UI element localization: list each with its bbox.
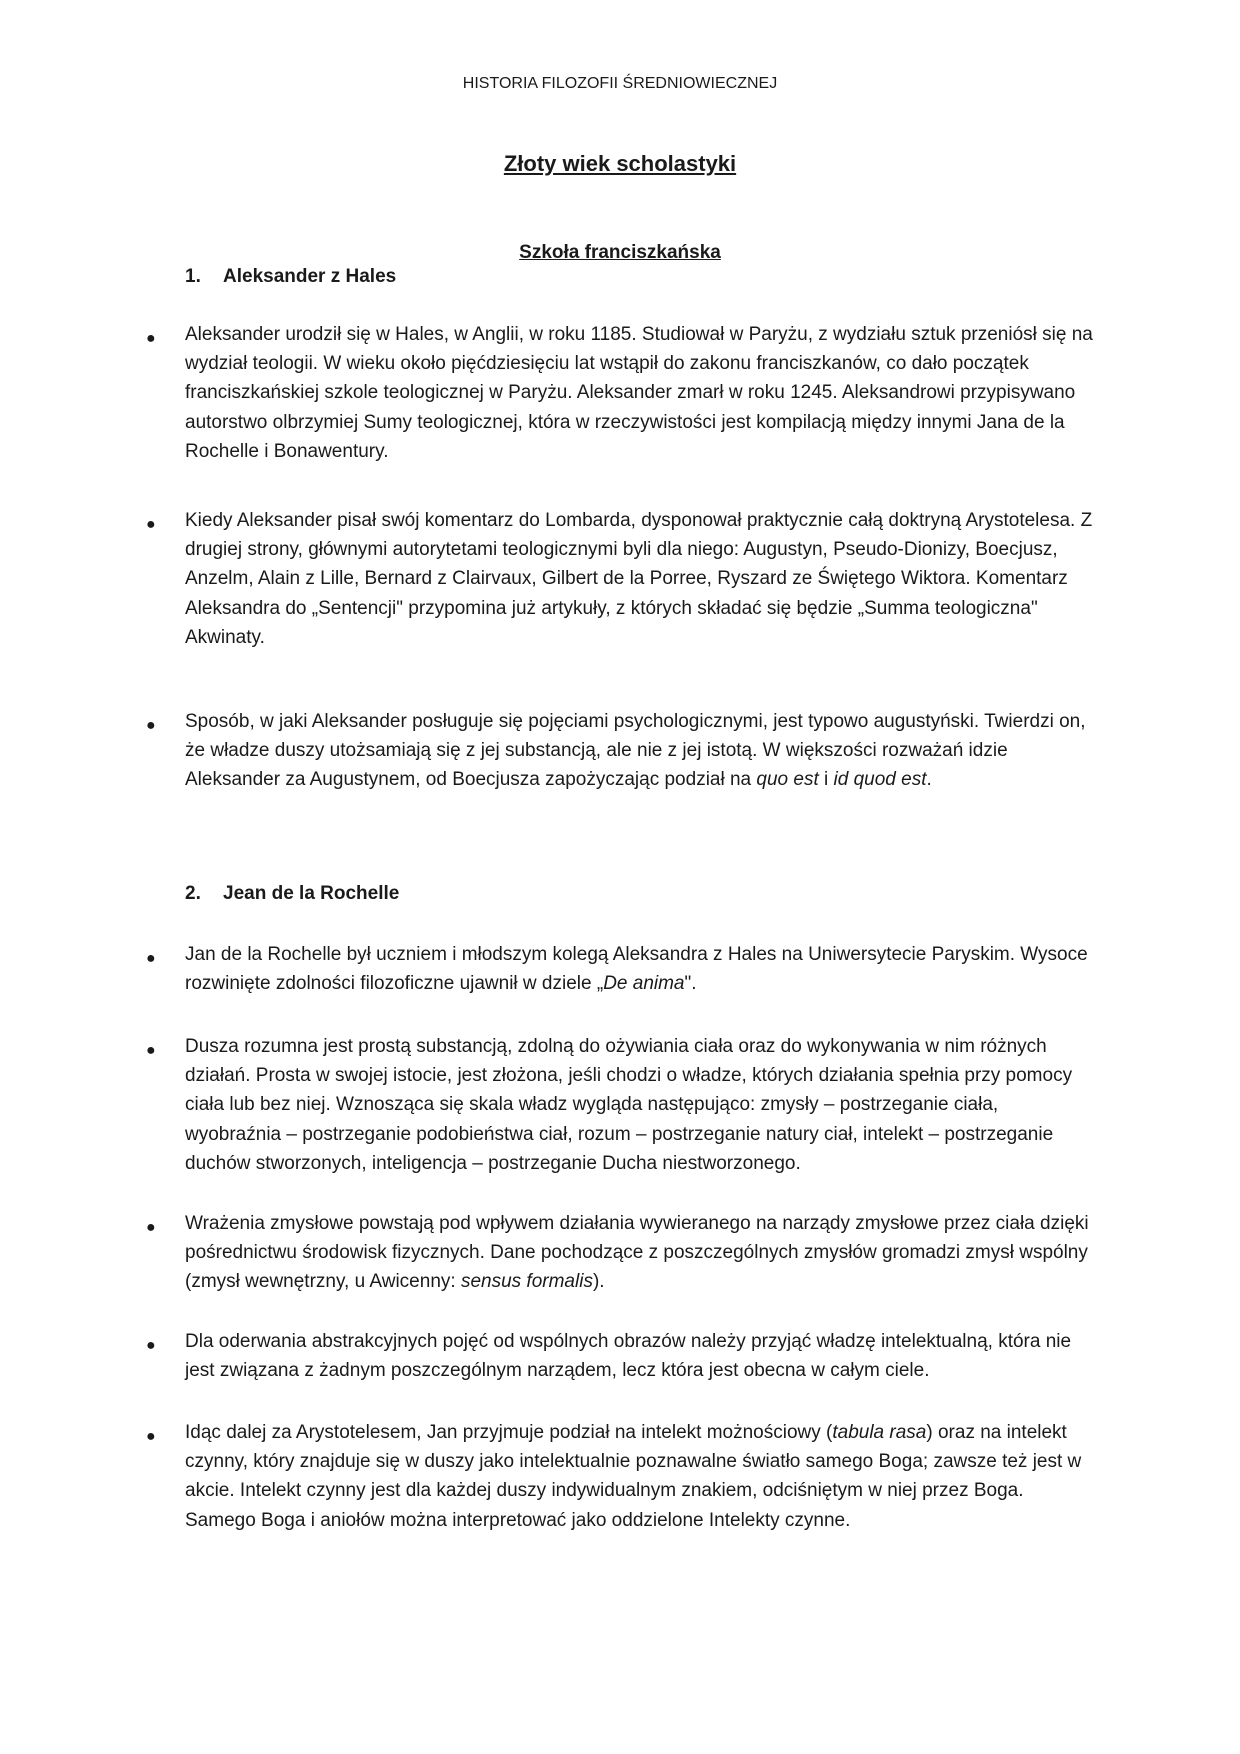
bullet-icon: ● <box>146 1428 156 1445</box>
list-item <box>146 1209 1096 1297</box>
paragraph-text: Dla oderwania abstrakcyjnych pojęć od wspólnych obrazów należy przyjąć władzę intelektualną, która nie jest związana z żadnym poszczególnym narządem, lecz która jest obecna w całym ciele. <box>185 1331 1072 1382</box>
bullet-icon: ● <box>146 1042 156 1059</box>
paragraph-text: Dusza rozumna jest prostą substancją, zdolną do ożywiania ciała oraz do wykonywania w nim różnych działań. Prosta w swojej istocie, jest złożona, jeśli chodzi o władze, których działania spełnia przy pomocy ciała lub bez niej. Wznosząca się skala władz wygląda następująco: zmysły – postrzeganie ciała, wyobraźnia – postrzeganie podobieństwa ciał, rozum – postrzeganie natury ciał, intelekt – postrzeganie duchów stworzonych, inteligencja – postrzeganie Ducha niestworzonego. <box>185 1036 1073 1174</box>
bullet-icon: ● <box>146 1337 156 1354</box>
list-item <box>146 940 1096 998</box>
paragraph-text: Kiedy Aleksander pisał swój komentarz do Lombarda, dysponował praktycznie całą doktryną Arystotelesa. Z drugiej strony, głównymi autorytetami teologicznymi byli dla niego: Augustyn, Pseudo-Dionizy, Boecjusz, Anzelm, Alain z Lille, Bernard z Clairvaux, Gilbert de la Porree, Ryszard ze Świętego Wiktora. Komentarz Aleksandra do „Sentencji" przypomina już artykuły, z których składać się będzie „Summa teologiczna" Akwinaty. <box>185 510 1093 648</box>
running-header: HISTORIA FILOZOFII ŚREDNIOWIECZNEJ <box>462 75 778 92</box>
document-title: Złoty wiek scholastyki <box>503 151 737 176</box>
italic-term: sensus formalis <box>460 1271 593 1293</box>
list-item <box>146 320 1096 466</box>
document-subtitle: Szkoła franciszkańska <box>519 242 721 263</box>
section-number: 2. <box>185 883 201 904</box>
paragraph-text: Idąc dalej za Arystotelesem, Jan przyjmuje podział na intelekt możnościowy (tabula rasa) oraz na intelekt czynny, który znajduje się w duszy jako intelektualnie poznawalne światło samego Boga; zawsze też jest w akcie. Intelekt czynny jest dla każdej duszy indywidualnym znakiem, odciśniętym w niej przez Boga. Samego Boga i aniołów można interpretować jako oddzielone Intelekty czynne. <box>185 1422 1082 1531</box>
italic-term: De anima <box>603 973 685 995</box>
bullet-icon: ● <box>146 1219 156 1236</box>
bullet-icon: ● <box>146 330 156 347</box>
paragraph-text: Wrażenia zmysłowe powstają pod wpływem działania wywieranego na narządy zmysłowe przez ciała dzięki pośrednictwu środowisk fizycznych. Dane pochodzące z poszczególnych zmysłów gromadzi zmysł wspólny (zmysł wewnętrzny, u Awicenny: sensus formalis). <box>185 1213 1089 1293</box>
bullet-icon: ● <box>146 950 156 967</box>
section-title: Jean de la Rochelle <box>223 883 400 904</box>
bullet-icon: ● <box>146 516 156 533</box>
italic-term: quo est <box>756 769 819 791</box>
bullet-icon: ● <box>146 717 156 734</box>
paragraph-text: Aleksander urodził się w Hales, w Anglii, w roku 1185. Studiował w Paryżu, z wydziału sztuk przeniósł się na wydział teologii. W wieku około pięćdziesięciu lat wstąpił do zakonu franciszkanów, co dało początek franciszkańskiej szkole teologicznej w Paryżu. Aleksander zmarł w roku 1245. Aleksandrowi przypisywano autorstwo olbrzymiej Sumy teologicznej, która w rzeczywistości jest kompilacją między innymi Jana de la Rochelle i Bonawentury. <box>185 324 1093 462</box>
italic-term: tabula rasa <box>832 1422 927 1443</box>
list-item <box>146 1032 1096 1178</box>
section-heading-1 <box>185 266 396 288</box>
list-item <box>146 707 1096 795</box>
list-item <box>146 506 1096 652</box>
list-item <box>146 1418 1096 1535</box>
list-item <box>146 1327 1096 1385</box>
section-title: Aleksander z Hales <box>223 266 397 287</box>
paragraph-text: Jan de la Rochelle był uczniem i młodszym kolegą Aleksandra z Hales na Uniwersytecie Paryskim. Wysoce rozwinięte zdolności filozoficzne ujawnił w dziele „De anima". <box>185 944 1088 995</box>
section-number: 1. <box>185 266 201 287</box>
paragraph-text: Sposób, w jaki Aleksander posługuje się pojęciami psychologicznymi, jest typowo augustyński. Twierdzi on, że władze duszy utożsamiają się z jej substancją, ale nie z jej istotą. W większości rozważań idzie Aleksander za Augustynem, od Boecjusza zapożyczając podział na quo est i id quod est. <box>185 711 1086 791</box>
italic-term: id quod est <box>833 769 927 791</box>
section-heading-2 <box>185 883 399 905</box>
